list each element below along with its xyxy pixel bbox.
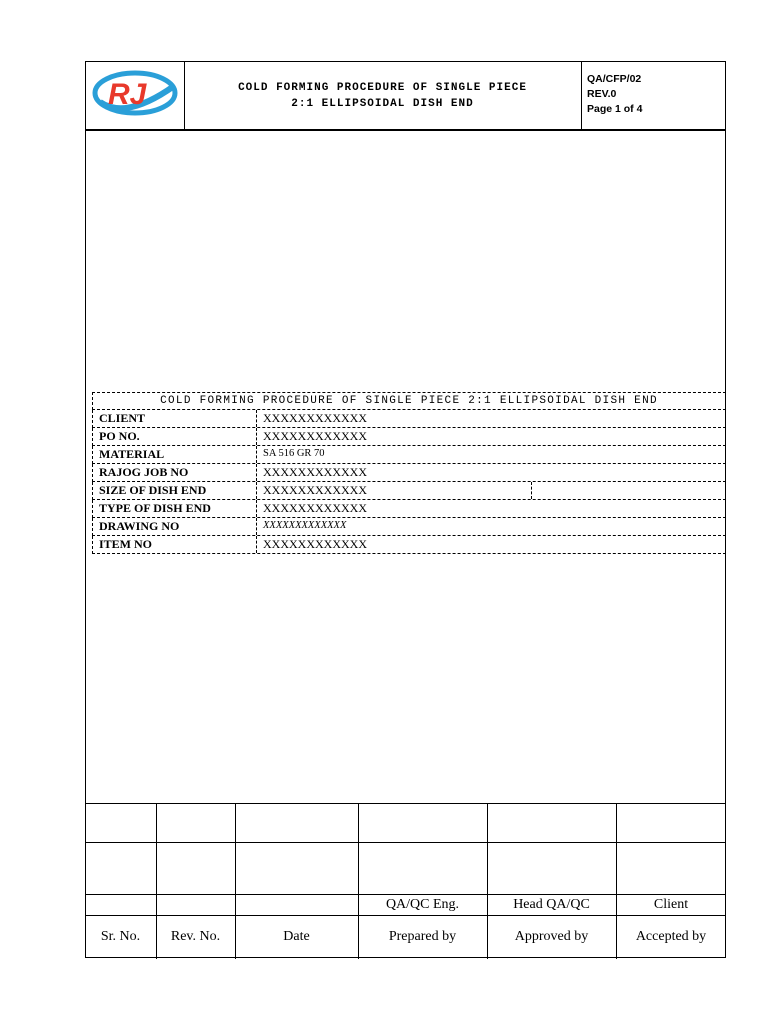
- row-value: XXXXXXXXXXXX: [263, 411, 367, 425]
- row-label: RAJOG JOB NO: [99, 465, 189, 479]
- title-line-1: COLD FORMING PROCEDURE OF SINGLE PIECE: [238, 81, 527, 94]
- col-prepared-by: Prepared by: [388, 929, 457, 944]
- info-row-po-no: [92, 428, 726, 446]
- row-label: CLIENT: [99, 411, 146, 425]
- col-sr-no: Sr. No.: [100, 929, 141, 944]
- info-row-item-no: [92, 536, 726, 554]
- role-head-qa-qc: Head QA/QC: [513, 897, 590, 912]
- role-client: Client: [653, 897, 689, 912]
- document-meta: [581, 61, 726, 130]
- row-label: PO NO.: [99, 429, 140, 443]
- row-value: XXXXXXXXXXXXX: [263, 520, 347, 531]
- row-value: XXXXXXXXXXXX: [263, 465, 367, 479]
- job-info-table: [92, 392, 726, 554]
- rj-logo: [86, 62, 184, 129]
- col-accepted-by: Accepted by: [635, 929, 707, 944]
- row-label: SIZE OF DISH END: [99, 483, 207, 497]
- page-number: Page 1 of 4: [587, 103, 643, 115]
- info-row-job-no: [92, 464, 726, 482]
- col-date: Date: [283, 929, 310, 944]
- row-value: SA 516 GR 70: [263, 448, 325, 459]
- role-qa-qc-eng: QA/QC Eng.: [385, 897, 460, 912]
- info-row-material: [92, 446, 726, 464]
- row-value: XXXXXXXXXXXX: [263, 501, 367, 515]
- info-table-title: COLD FORMING PROCEDURE OF SINGLE PIECE 2:1 ELLIPSOIDAL DISH END: [92, 392, 726, 410]
- row-label: ITEM NO: [99, 537, 153, 551]
- logo-text: RJ: [108, 78, 147, 111]
- title-line-2: 2:1 ELLIPSOIDAL DISH END: [291, 97, 474, 110]
- col-approved-by: Approved by: [514, 929, 589, 944]
- revision: REV.0: [587, 88, 617, 100]
- row-label: DRAWING NO: [99, 519, 180, 533]
- col-rev-no: Rev. No.: [170, 929, 221, 944]
- doc-number: QA/CFP/02: [587, 73, 642, 85]
- signature-table: [85, 803, 726, 958]
- info-row-type: [92, 500, 726, 518]
- info-row-client: [92, 410, 726, 428]
- document-title: [184, 61, 582, 130]
- row-label: TYPE OF DISH END: [99, 501, 211, 515]
- row-value: XXXXXXXXXXXX: [263, 537, 367, 551]
- info-row-drawing-no: [92, 518, 726, 536]
- info-row-size: [92, 482, 726, 500]
- company-logo-cell: [85, 61, 185, 130]
- row-value: XXXXXXXXXXXX: [263, 483, 367, 497]
- row-value: XXXXXXXXXXXX: [263, 429, 367, 443]
- row-label: MATERIAL: [99, 447, 165, 461]
